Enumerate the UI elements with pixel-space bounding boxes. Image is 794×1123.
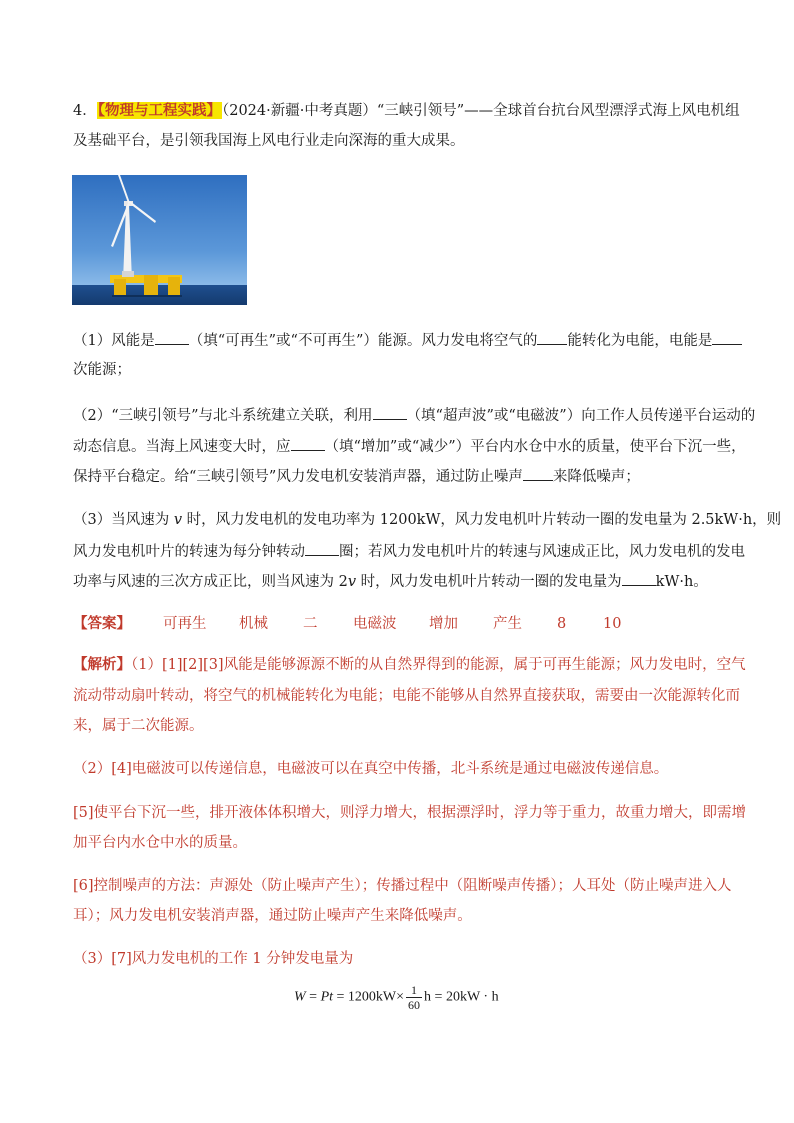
part-2-line-1: （2）“三峡引领号”与北斗系统建立关联，利用 （填“超声波”或“电磁波”）向工作人员传递平台运动的 (73, 405, 755, 426)
answer-blank (155, 330, 189, 345)
analysis-label: 【解析】 (73, 656, 131, 673)
part-2-line-3: 保持平台稳定。给“三峡引领号”风力发电机安装消声器，通过防止噪声 来降低噪声； (73, 466, 640, 487)
analysis-line-4: （2）[4]电磁波可以传递信息，电磁波可以在真空中传播，北斗系统是通过电磁波传递信息。 (73, 761, 669, 777)
energy-formula: W = Pt = 1200kW× $\frac{1}{60}$ h = 20kW · h (294, 983, 499, 1012)
question-number: 4． (73, 103, 97, 119)
answer-blank (622, 571, 656, 586)
question-line-2: 及基础平台，是引领我国海上风电行业走向深海的重大成果。 (73, 133, 465, 149)
part-3-line-3: 功率与风速的三次方成正比，则当风速为 2v 时，风力发电机叶片转动一圈的发电量为 kW·h。 (73, 571, 708, 592)
fraction: $\frac{1}{60}$ (408, 983, 421, 1012)
answer-item: 10 (603, 616, 622, 632)
analysis-line-6: 加平台内水仓中水的质量。 (73, 835, 247, 851)
answer-item: 电磁波 (353, 616, 397, 632)
question-line-1 (73, 101, 740, 121)
part-1-line-1: （1）风能是 （填“可再生”或“不可再生”）能源。风力发电将空气的 能转化为电能，电能是 (73, 330, 742, 351)
part-3-line-2: 风力发电机叶片的转速为每分钟转动 圈；若风力发电机叶片的转速与风速成正比，风力发电机的发电 (73, 541, 745, 562)
answer-item: 二 (303, 616, 318, 632)
answer-item: 8 (557, 616, 567, 632)
category-tag: 【物理与工程实践】 (97, 102, 221, 119)
answer-item: 可再生 (163, 616, 207, 632)
analysis-line-8: 耳）；风力发电机安装消声器，通过防止噪声产生来降低噪声。 (73, 908, 472, 924)
answer-row (73, 612, 621, 633)
wind-turbine-photo (72, 175, 247, 305)
answer-blank (373, 405, 407, 420)
answer-blank (523, 466, 553, 481)
answer-item: 增加 (429, 616, 458, 632)
analysis-line-7: [6]控制噪声的方法：声源处（防止噪声产生）；传播过程中（阻断噪声传播）；人耳处（防止噪声进入人 (73, 878, 732, 894)
analysis-line-2: 流动带动扇叶转动，将空气的机械能转化为电能；电能不能够从自然界直接获取，需要由一次能源转化而 (73, 688, 740, 704)
analysis-line-5: [5]使平台下沉一些，排开液体体积增大，则浮力增大，根据漂浮时，浮力等于重力，故重力增大，即需增 (73, 805, 747, 821)
answer-blank (305, 541, 339, 556)
answer-blank (537, 330, 567, 345)
question-source: （2024·新疆·中考真题）“三峡引领号”——全球首台抗台风型漂浮式海上风电机组 (221, 103, 740, 119)
analysis-line-3: 来，属于二次能源。 (73, 718, 204, 734)
analysis-line-1: 【解析】（1）[1][2][3]风能是能够源源不断的从自然界得到的能源，属于可再生能源；风力发电时，空气 (73, 656, 746, 673)
part-1-line-2: 次能源； (73, 362, 131, 378)
answer-blank (712, 330, 742, 345)
answer-item: 产生 (493, 616, 522, 632)
analysis-line-9: （3）[7]风力发电机的工作 1 分钟发电量为 (73, 951, 354, 967)
answer-item: 机械 (239, 616, 268, 632)
answer-blank (291, 436, 325, 451)
part-2-line-2: 动态信息。当海上风速变大时，应 （填“增加”或“减少”）平台内水仓中水的质量，使平台下沉一些， (73, 436, 746, 457)
answer-label: 【答案】 (73, 615, 131, 632)
part-3-line-1: （3）当风速为 v 时，风力发电机的发电功率为 1200kW，风力发电机叶片转动一圈的发电量为 2.5kW·h，则 (73, 512, 782, 528)
